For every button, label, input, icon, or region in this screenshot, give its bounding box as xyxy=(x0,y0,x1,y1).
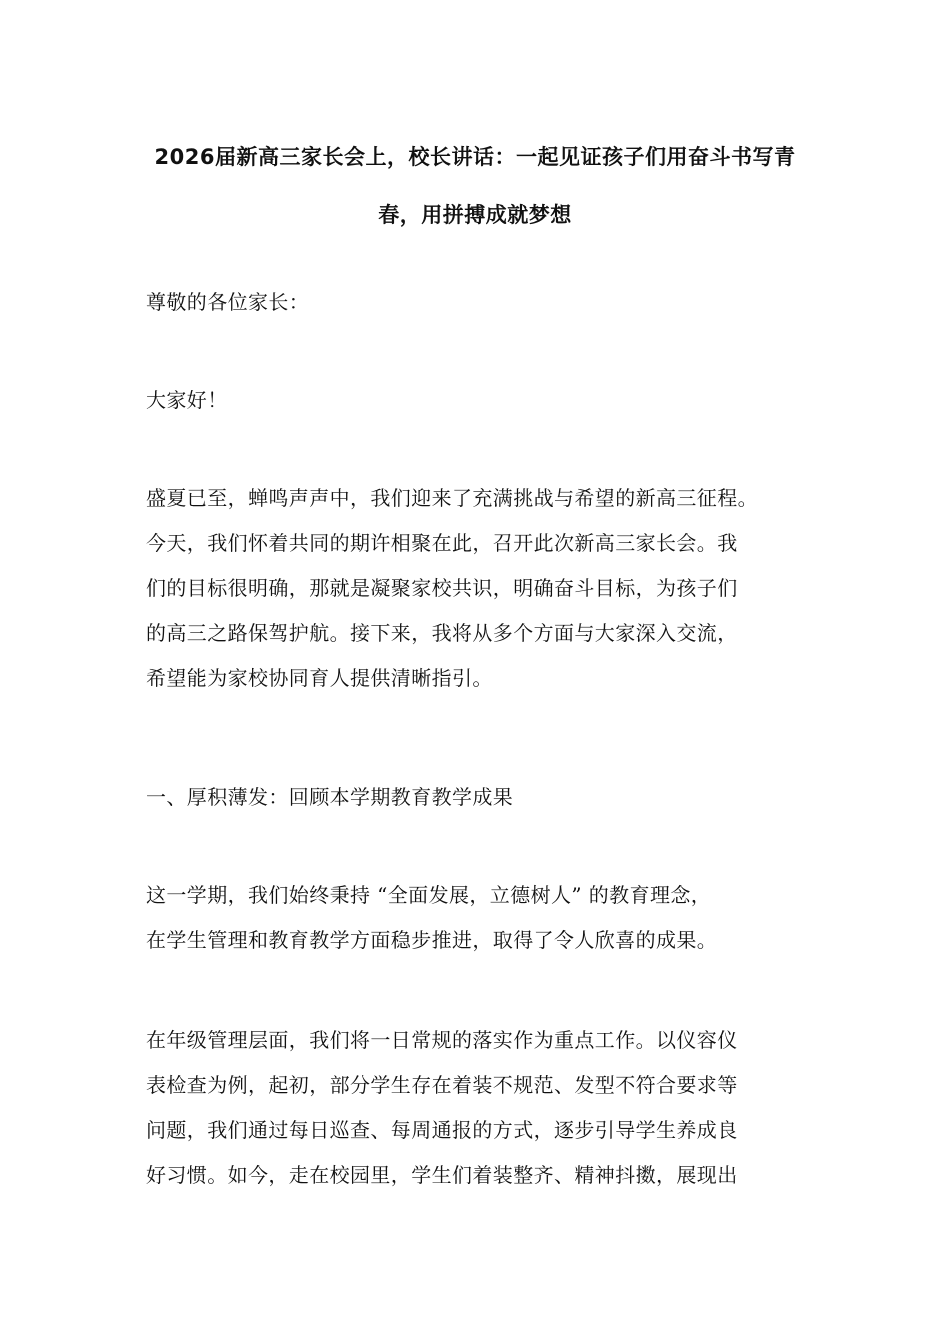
section-heading-text: 一、厚积薄发：回顾本学期教育教学成果 xyxy=(146,785,514,809)
greeting xyxy=(146,378,826,423)
paragraph-line: 在学生管理和教育教学方面稳步推进，取得了令人欣喜的成果。 xyxy=(146,928,718,952)
intro-paragraph xyxy=(146,476,826,701)
paragraph-line: 今天，我们怀着共同的期许相聚在此，召开此次新高三家长会。我 xyxy=(146,531,738,555)
paragraph-line: 表检查为例，起初，部分学生存在着装不规范、发型不符合要求等 xyxy=(146,1073,738,1097)
paragraph-line: 好习惯。如今，走在校园里，学生们着装整齐、精神抖擞，展现出 xyxy=(146,1163,738,1187)
title-line: 2026届新高三家长会上，校长讲话：一起见证孩子们用奋斗书写青 xyxy=(154,145,796,169)
paragraph-line: 这一学期，我们始终秉持 “全面发展，立德树人” 的教育理念， xyxy=(146,883,712,907)
paragraph-line: 在年级管理层面，我们将一日常规的落实作为重点工作。以仪容仪 xyxy=(146,1028,738,1052)
paragraph-line: 盛夏已至，蝉鸣声声中，我们迎来了充满挑战与希望的新高三征程。 xyxy=(146,486,758,510)
section-paragraph xyxy=(146,873,826,963)
paragraph-line: 希望能为家校协同育人提供清晰指引。 xyxy=(146,666,493,690)
document-title xyxy=(140,128,810,244)
section-heading xyxy=(146,775,826,820)
greeting-text: 大家好！ xyxy=(146,388,228,412)
title-line: 春，用拼搏成就梦想 xyxy=(378,203,572,227)
salutation-text: 尊敬的各位家长： xyxy=(146,290,310,314)
salutation xyxy=(146,280,826,325)
paragraph-line: 问题，我们通过每日巡查、每周通报的方式，逐步引导学生养成良 xyxy=(146,1118,738,1142)
paragraph-line: 的高三之路保驾护航。接下来，我将从多个方面与大家深入交流， xyxy=(146,621,738,645)
paragraph-line: 们的目标很明确，那就是凝聚家校共识，明确奋斗目标，为孩子们 xyxy=(146,576,738,600)
section-paragraph xyxy=(146,1018,826,1198)
